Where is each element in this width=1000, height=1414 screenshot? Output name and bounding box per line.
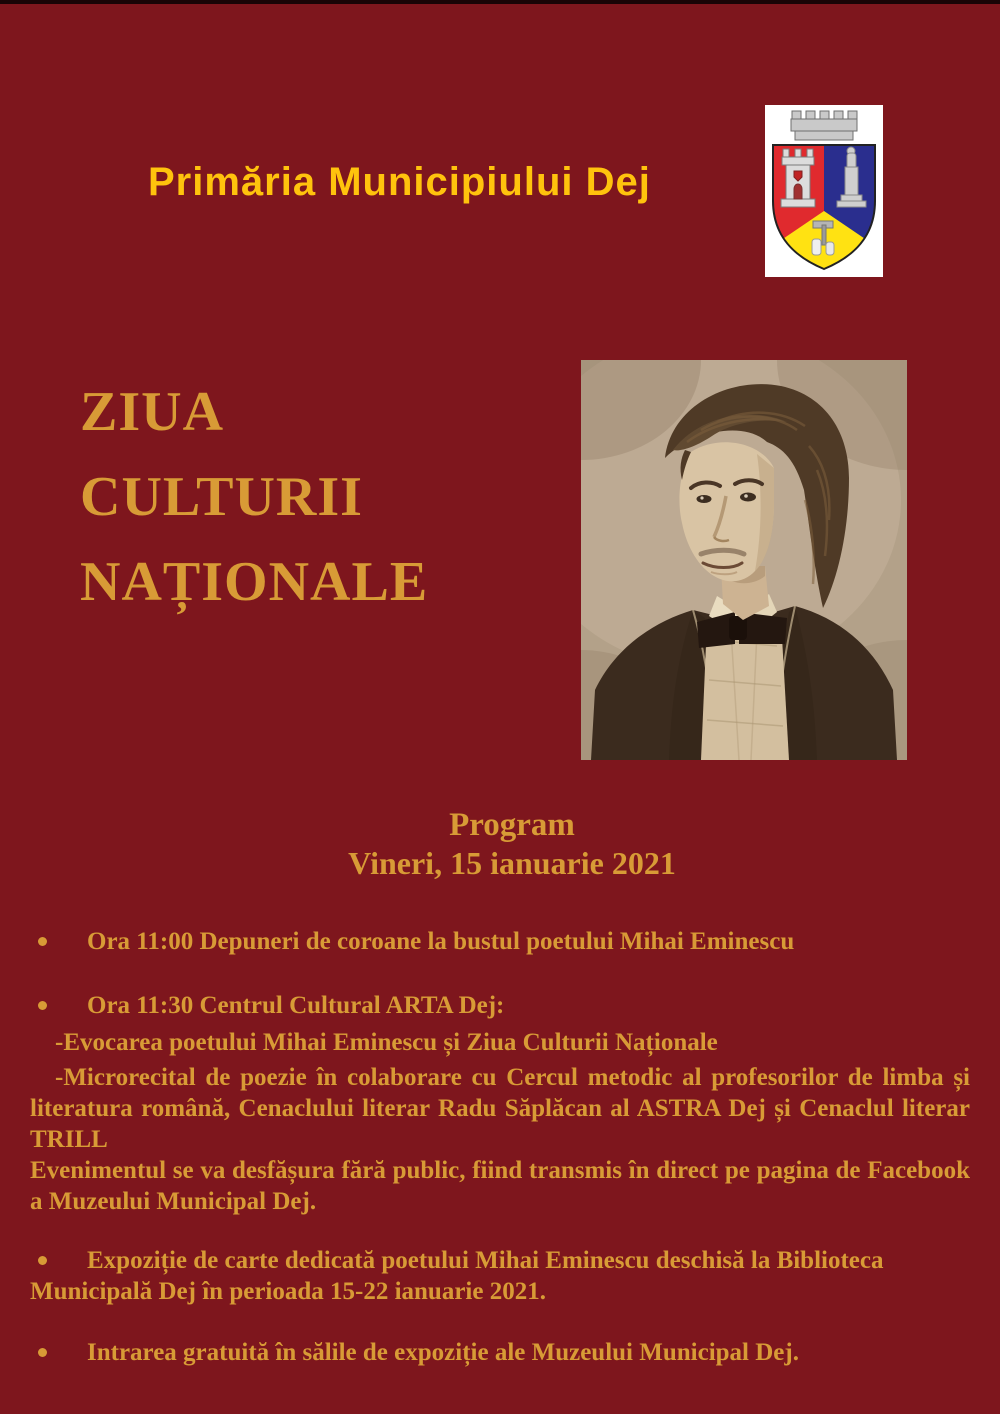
bullet-icon [38, 1256, 47, 1265]
program-date: Vineri, 15 ianuarie 2021 [348, 845, 676, 881]
schedule-item-text: Ora 11:30 Centrul Cultural ARTA Dej: [87, 992, 505, 1019]
event-title-line: ZIUA [80, 381, 225, 443]
eminescu-portrait [581, 360, 907, 760]
schedule-item-text: Intrarea gratuită în sălile de expoziție ale Muzeului Municipal Dej. [87, 1339, 799, 1366]
bullet-icon [38, 1348, 47, 1357]
schedule-item-wreaths [30, 926, 970, 957]
tower-icon [781, 149, 815, 207]
schedule-subitem-microrecital: -Microrecital de poezie în colaborare cu Cercul metodic al profesorilor de limba și literatura română, Cenaclului literar Radu Săplăcan al ASTRA Dej și Cenaclul literar TRILL [30, 1064, 970, 1153]
schedule-item-text: Ora 11:00 Depuneri de coroane la bustul poetului Mihai Eminescu [87, 928, 795, 955]
dej-coat-of-arms-icon [765, 105, 883, 277]
schedule-note-no-public: Evenimentul se va desfășura fără public, fiind transmis în direct pe pagina de Facebook a Muzeului Municipal Dej. [30, 1157, 970, 1215]
schedule-item-cultural-center [30, 990, 970, 1021]
schedule-item-text: Expoziție de carte dedicată poetului Mihai Eminescu deschisă la Biblioteca Municipală Dej în perioada 15-22 ianuarie 2021. [30, 1247, 884, 1305]
municipality-title: Primăria Municipiului Dej [148, 160, 651, 204]
schedule-item-free-entry [30, 1337, 970, 1368]
schedule-subitem-evocation: -Evocarea poetului Mihai Eminescu și Ziua Culturii Naționale [55, 1029, 718, 1056]
event-title-line: NAȚIONALE [80, 551, 429, 613]
bullet-icon [38, 937, 47, 946]
program-schedule [30, 926, 970, 1368]
schedule-item-book-exhibition [30, 1245, 970, 1307]
top-border [0, 0, 1000, 4]
program-header [0, 806, 1000, 882]
program-heading: Program [449, 807, 575, 843]
event-title [80, 370, 428, 625]
event-title-line: CULTURII [80, 466, 363, 528]
bullet-icon [38, 1001, 47, 1010]
